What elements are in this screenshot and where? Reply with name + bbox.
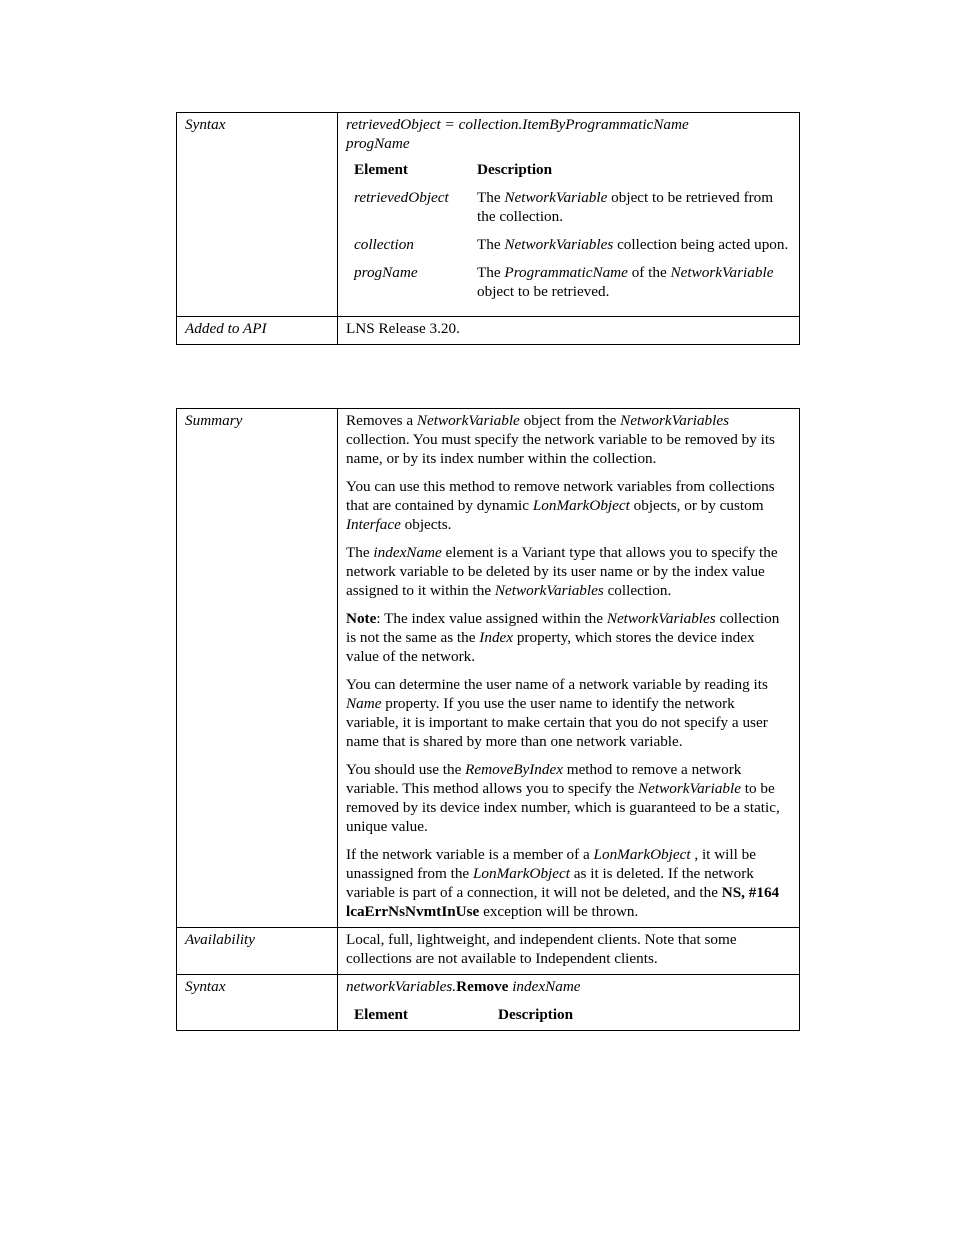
text: , it will be unassigned from the xyxy=(346,846,756,882)
text: collection. You must specify the network variable to be removed by its name, or by its index number within the collection. xyxy=(346,431,775,467)
emphasis: Index xyxy=(479,629,514,646)
desc-emphasis: NetworkVariable xyxy=(670,264,774,281)
syntax-cell xyxy=(338,975,800,1031)
text: objects. xyxy=(400,516,452,533)
syntax-argument: indexName xyxy=(508,978,581,995)
text: You can use this method to remove network variables from collections that are contained by dynamic xyxy=(346,478,775,514)
syntax-retrieved-object: retrievedObject xyxy=(346,116,441,133)
emphasis: RemoveByIndex xyxy=(465,761,563,778)
availability-label: Availability xyxy=(177,928,338,975)
syntax-cell xyxy=(338,113,800,317)
element-table-header xyxy=(346,1005,791,1024)
desc-text: of the xyxy=(627,264,671,281)
text: element is a Variant type that allows you to specify the network variable to be deleted by its user name or by the index value assigned to it within the xyxy=(346,544,778,599)
syntax-prog-name: progName xyxy=(346,135,410,152)
emphasis: NetworkVariables xyxy=(606,610,716,627)
method-table-item-by-programmatic-name xyxy=(176,112,800,345)
summary-label: Summary xyxy=(177,409,338,928)
added-to-api-value: LNS Release 3.20. xyxy=(338,317,800,345)
text: : The index value assigned within the xyxy=(376,610,607,627)
text: to be removed by its device index number, which is guaranteed to be a static, unique value. xyxy=(346,780,780,835)
syntax-object: networkVariables. xyxy=(346,978,457,995)
syntax-row xyxy=(177,113,800,317)
element-description xyxy=(477,263,791,310)
element-table xyxy=(346,160,791,310)
element-row xyxy=(346,235,791,263)
element-name: collection xyxy=(354,236,414,253)
desc-text: object to be retrieved. xyxy=(477,283,610,300)
desc-text: The xyxy=(477,264,505,281)
text: collection is not the same as the xyxy=(346,610,780,646)
summary-note xyxy=(346,609,791,666)
syntax-code xyxy=(346,977,791,996)
summary-cell xyxy=(338,409,800,928)
availability-value: Local, full, lightweight, and independent clients. Note that some collections are not available to Independent clients. xyxy=(338,928,800,975)
syntax-method: Remove xyxy=(456,978,509,995)
added-to-api-row xyxy=(177,317,800,345)
element-table xyxy=(346,1005,791,1024)
element-header: Element xyxy=(354,1006,408,1023)
emphasis: LonMarkObject xyxy=(593,846,691,863)
note-label: Note xyxy=(346,610,377,627)
availability-row xyxy=(177,928,800,975)
syntax-equals: = xyxy=(440,116,459,133)
element-name: retrievedObject xyxy=(354,189,449,206)
syntax-label: Syntax xyxy=(177,975,338,1031)
desc-text: The xyxy=(477,189,505,206)
element-row xyxy=(346,263,791,310)
text: The xyxy=(346,544,374,561)
desc-text: The xyxy=(477,236,505,253)
method-table-remove xyxy=(176,408,800,1031)
text: method to remove a network variable. This method allows you to specify the xyxy=(346,761,742,797)
text: object from the xyxy=(519,412,621,429)
text: as it is deleted. If the network variable is part of a connection, it will not be deleted, and the xyxy=(346,865,754,901)
syntax-row xyxy=(177,975,800,1031)
emphasis: NetworkVariable xyxy=(638,780,741,797)
text: collection. xyxy=(603,582,672,599)
text: You should use the xyxy=(346,761,466,778)
element-name: progName xyxy=(354,264,418,281)
emphasis: Name xyxy=(346,695,382,712)
text: exception will be thrown. xyxy=(479,903,639,920)
syntax-collection-method: collection.ItemByProgrammaticName xyxy=(458,116,689,133)
exception-name: NS, #164 lcaErrNsNvmtInUse xyxy=(346,884,780,920)
summary-paragraph-6 xyxy=(346,760,791,836)
emphasis: NetworkVariables xyxy=(620,412,730,429)
text: objects, or by custom xyxy=(629,497,764,514)
element-row xyxy=(346,188,791,235)
added-to-api-label: Added to API xyxy=(177,317,338,345)
element-description xyxy=(477,235,791,263)
syntax-code xyxy=(346,115,791,153)
summary-paragraph-5 xyxy=(346,675,791,751)
element-header: Element xyxy=(354,161,408,178)
emphasis: LonMarkObject xyxy=(472,865,570,882)
desc-text: collection being acted upon. xyxy=(613,236,789,253)
desc-emphasis: NetworkVariables xyxy=(504,236,614,253)
desc-emphasis: NetworkVariable xyxy=(504,189,608,206)
desc-emphasis: ProgrammaticName xyxy=(504,264,628,281)
summary-paragraph-1 xyxy=(346,411,791,468)
summary-paragraph-2 xyxy=(346,477,791,534)
text: Removes a xyxy=(346,412,417,429)
emphasis: LonMarkObject xyxy=(532,497,630,514)
text: property, which stores the device index value of the network. xyxy=(346,629,755,665)
emphasis: NetworkVariable xyxy=(416,412,520,429)
text: property. If you use the user name to identify the network variable, it is important to make certain that you do not specify a user name that is shared by more than one network variable. xyxy=(346,695,768,750)
desc-text: object to be retrieved from the collection. xyxy=(477,189,774,225)
emphasis: indexName xyxy=(373,544,442,561)
summary-row xyxy=(177,409,800,928)
description-header: Description xyxy=(498,1006,574,1023)
element-description xyxy=(477,188,791,235)
syntax-label: Syntax xyxy=(177,113,338,317)
summary-paragraph-3 xyxy=(346,543,791,600)
summary-paragraph-7 xyxy=(346,845,791,921)
emphasis: NetworkVariables xyxy=(494,582,604,599)
text: You can determine the user name of a network variable by reading its xyxy=(346,676,768,693)
description-header: Description xyxy=(477,161,553,178)
emphasis: Interface xyxy=(346,516,401,533)
element-table-header xyxy=(346,160,791,188)
text: If the network variable is a member of a xyxy=(346,846,594,863)
